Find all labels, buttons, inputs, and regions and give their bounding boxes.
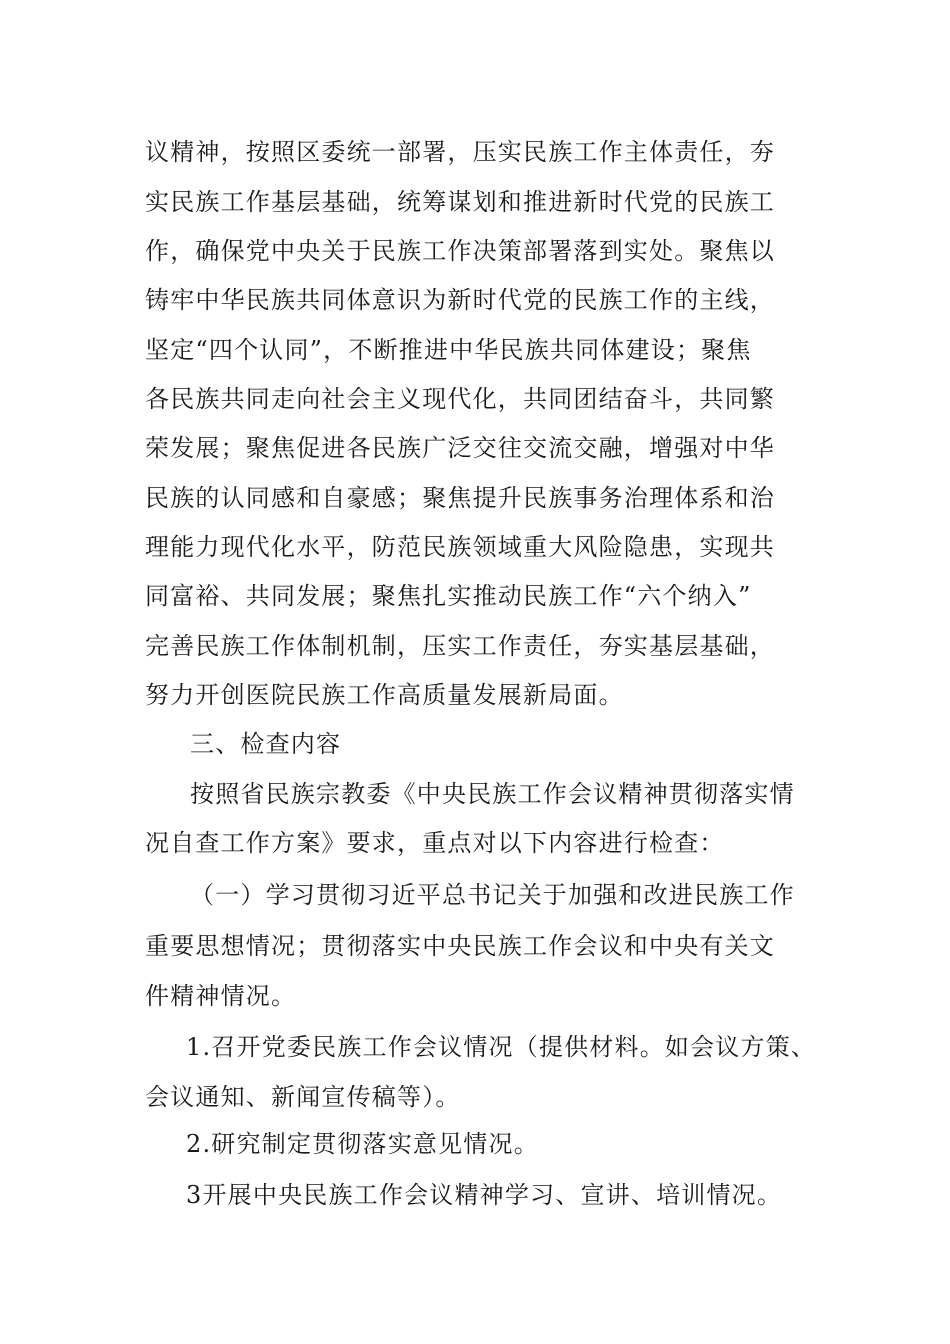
paragraph-line: 努力开创医院民族工作高质量发展新局面。 — [145, 681, 624, 709]
paragraph-line: 按照省民族宗教委《中央民族工作会议精神贯彻落实情 — [190, 780, 795, 808]
paragraph-line: 完善民族工作体制机制，压实工作责任，夯实基层基础， — [145, 632, 775, 660]
paragraph-line: 实民族工作基层基础，统筹谋划和推进新时代党的民族工 — [145, 188, 775, 216]
section-heading: 三、检查内容 — [190, 730, 342, 758]
paragraph-line: 重要思想情况；贯彻落实中央民族工作会议和中央有关文 — [145, 932, 775, 960]
paragraph-line: 件精神情况。 — [145, 982, 297, 1010]
paragraph-line: 会议通知、新闻宣传稿等）。 — [145, 1083, 461, 1111]
list-item: 3开展中央民族工作会议精神学习、宣讲、培训情况。 — [186, 1181, 783, 1209]
paragraph-line: 铸牢中华民族共同体意识为新时代党的民族工作的主线， — [145, 286, 775, 314]
paragraph-line: 作，确保党中央关于民族工作决策部署落到实处。聚焦以 — [145, 237, 775, 265]
list-item: 1.召开党委民族工作会议情况（提供材料。如会议方策、 — [186, 1033, 817, 1061]
list-item: 2.研究制定贯彻落实意见情况。 — [186, 1130, 539, 1158]
paragraph-line: 坚定“四个认同”，不断推进中华民族共同体建设；聚焦 — [145, 336, 752, 364]
paragraph-line: 理能力现代化水平，防范民族领域重大风险隐患，实现共 — [145, 533, 775, 561]
paragraph-line: 各民族共同走向社会主义现代化，共同团结奋斗，共同繁 — [145, 385, 775, 413]
paragraph-line: 民族的认同感和自豪感；聚焦提升民族事务治理体系和治 — [145, 484, 775, 512]
subsection-heading: （一）学习贯彻习近平总书记关于加强和改进民族工作 — [190, 881, 795, 909]
paragraph-line: 议精神，按照区委统一部署，压实民族工作主体责任，夯 — [145, 138, 775, 166]
paragraph-line: 况自查工作方案》要求，重点对以下内容进行检查： — [145, 829, 725, 857]
paragraph-line: 荣发展；聚焦促进各民族广泛交往交流交融，增强对中华 — [145, 434, 775, 462]
paragraph-line: 同富裕、共同发展；聚焦扎实推动民族工作“六个纳入” — [145, 582, 752, 610]
